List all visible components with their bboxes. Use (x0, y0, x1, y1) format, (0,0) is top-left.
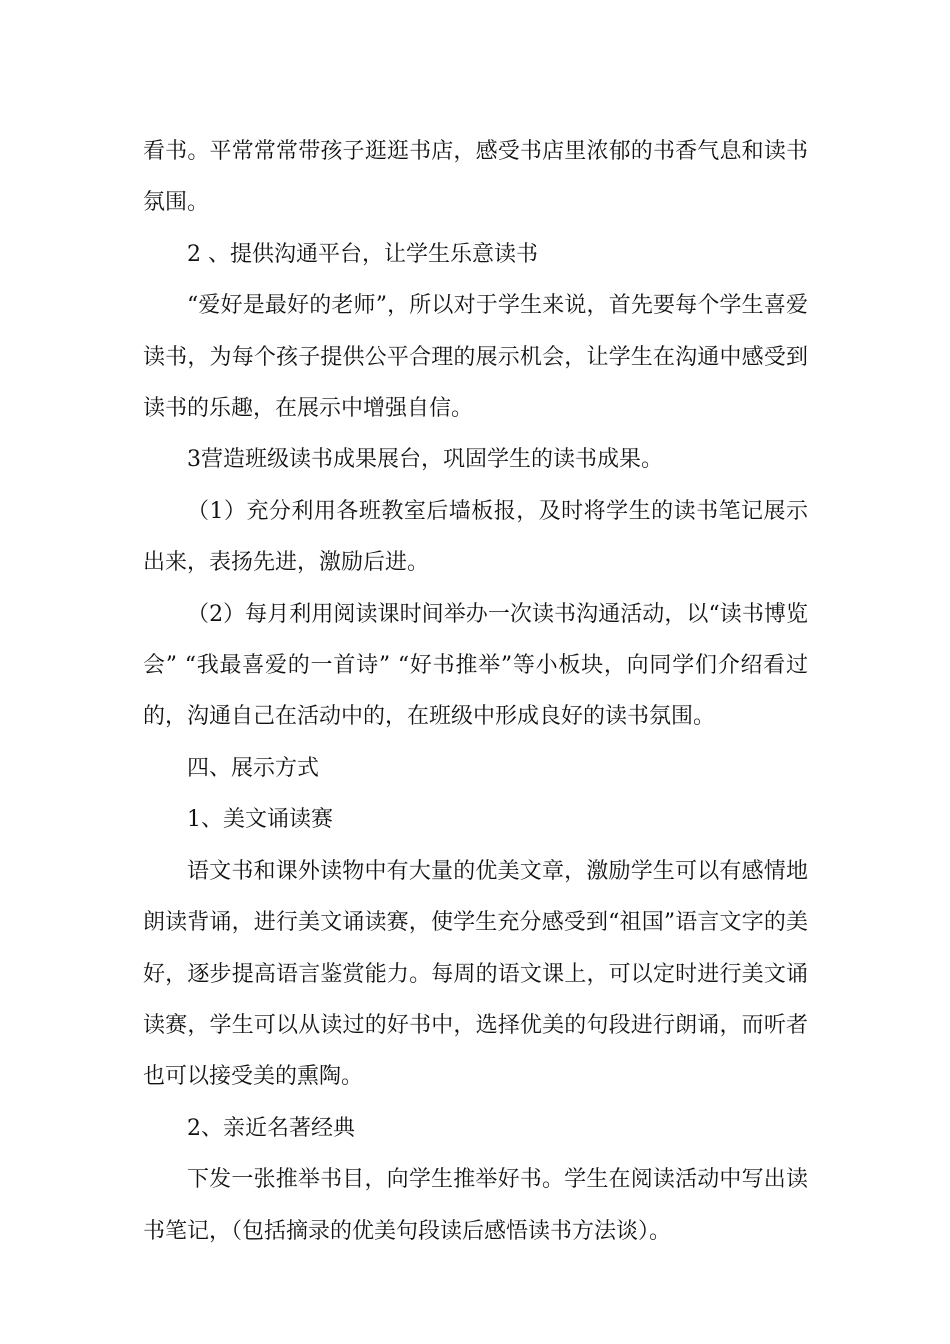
heading-recitation-contest: 1、美文诵读赛 (187, 807, 333, 833)
paragraph-monthly-activity: （2）每月利用阅读课时间举办一次读书沟通活动，以“读书博览会” “我最喜爱的一首诗” “好书推举”等小板块，向同学们介绍看过的，沟通自己在活动中的，在班级中形成良好的读书氛围。 (143, 601, 808, 730)
heading-display-methods: 四、展示方式 (187, 755, 320, 781)
paragraph-interest-teacher: “爱好是最好的老师”，所以对于学生来说，首先要每个学生喜爱读书，为每个孩子提供公平合理的展示机会，让学生在沟通中感受到读书的乐趣，在展示中增强自信。 (143, 293, 808, 422)
paragraph-blackboard-display: （1）充分利用各班教室后墙板报，及时将学生的读书笔记展示出来，表扬先进，激励后进。 (143, 498, 808, 576)
paragraph-recommended-books: 下发一张推举书目，向学生推举好书。学生在阅读活动中写出读书笔记，（包括摘录的优美句段读后感悟读书方法谈）。 (143, 1167, 808, 1244)
heading-class-showcase: 3营造班级读书成果展台，巩固学生的读书成果。 (187, 447, 663, 473)
paragraph-recitation-description: 语文书和课外读物中有大量的优美文章，激励学生可以有感情地朗读背诵，进行美文诵读赛，使学生充分感受到“祖国”语言文字的美好，逐步提高语言鉴赏能力。每周的语文课上，可以定时进行美文诵读赛，学生可以从读过的好书中，选择优美的句段进行朗诵，而听者也可以接受美的熏陶。 (143, 858, 808, 1090)
heading-classic-works: 2、亲近名著经典 (187, 1115, 355, 1141)
paragraph-reading-atmosphere: 看书。平常常常带孩子逛逛书店，感受书店里浓郁的书香气息和读书氛围。 (143, 139, 808, 216)
heading-communication-platform: 2 、提供沟通平台，让学生乐意读书 (187, 241, 538, 267)
document-page (143, 126, 808, 1257)
